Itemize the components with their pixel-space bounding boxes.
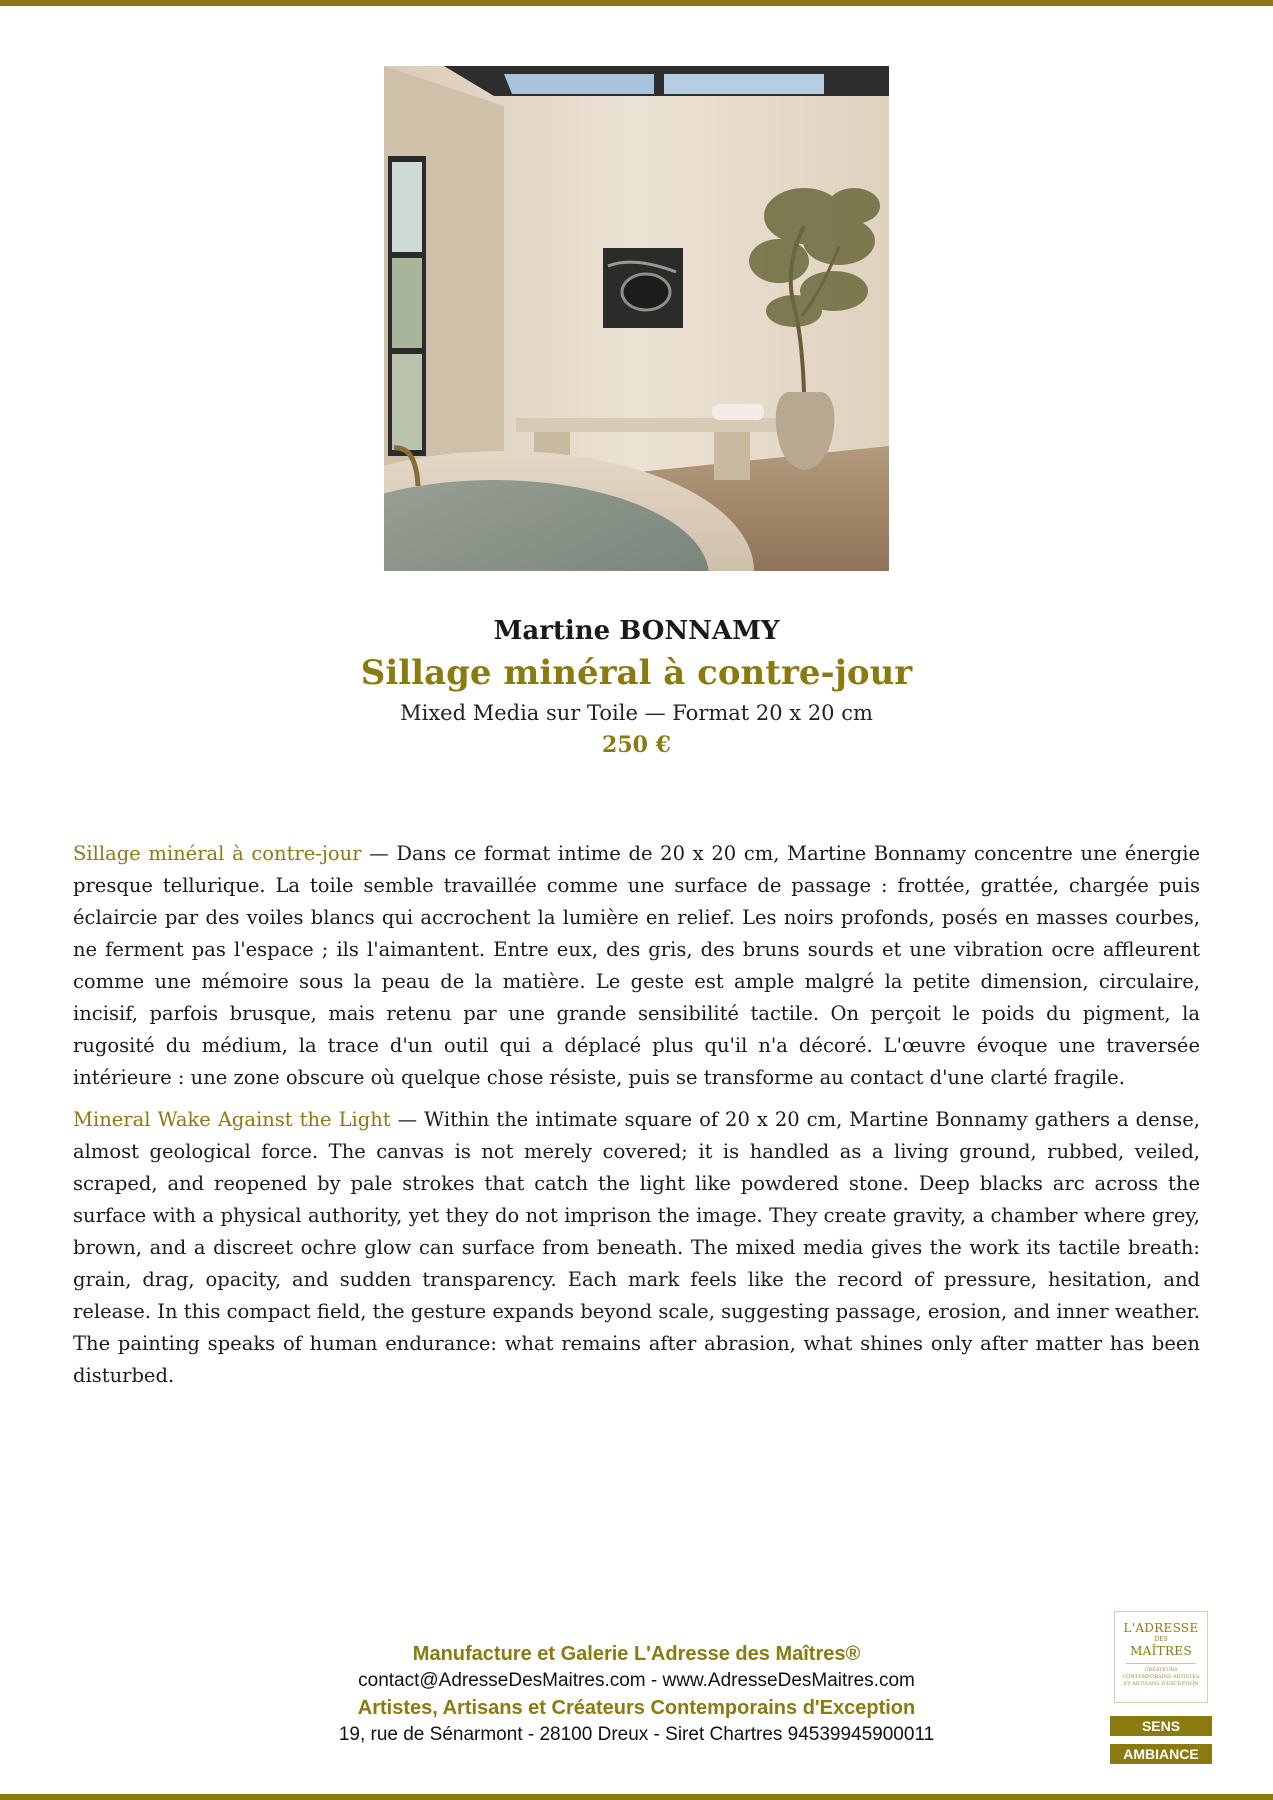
footer-company: Manufacture et Galerie L'Adresse des Maîtres® [412,1643,861,1665]
top-accent-bar [0,0,1273,6]
tag-sens: SENS [1110,1716,1212,1736]
artwork-room-photo [384,66,889,571]
gallery-footer [0,1640,1273,1748]
artwork-description [73,838,1200,1402]
description-english [73,1104,1200,1392]
description-english-lead: Mineral Wake Against the Light [73,1108,391,1131]
artwork-title: Sillage minéral à contre-jour [360,653,913,693]
bottom-accent-bar [0,1794,1273,1800]
logo-line-3: MAÎTRES [1130,1644,1192,1658]
logo-divider [1126,1663,1196,1664]
description-french-lead: Sillage minéral à contre-jour [73,842,362,865]
logo-line-4: CRÉATEURS CONTEMPORAINS ARTISTES ET ARTISANS D'EXCEPTION [1122,1667,1200,1687]
artist-name: Martine BONNAMY [493,616,780,646]
gallery-logo [1114,1611,1208,1703]
description-french [73,838,1200,1094]
artwork-header [0,612,1273,760]
artwork-format: Mixed Media sur Toile — Format 20 x 20 cm [400,701,873,725]
footer-contact: contact@AdresseDesMaitres.com - www.AdresseDesMaitres.com [358,1670,915,1691]
description-french-text: — Dans ce format intime de 20 x 20 cm, Martine Bonnamy concentre une énergie presque tellurique. La toile semble travaillée comme une surface de passage : frottée, grattée, chargée puis éclaircie par des voiles blancs qui accrochent la lumière en relief. Les noirs profonds, posés en masses courbes, ne ferment pas l'espace ; ils l'aimantent. Entre eux, des gris, des bruns sourds et une vibration ocre affleurent comme une mémoire sous la peau de la matière. Le geste est ample malgré la petite dimension, circulaire, incisif, parfois brusque, mais retenu par une grande sensibilité tactile. On perçoit le poids du pigment, la rugosité du médium, la trace d'un outil qui a déplacé plus qu'il n'a décoré. L'œuvre évoque une traversée intérieure : une zone obscure où quelque chose résiste, puis se transforme au contact d'une clarté fragile. [73,842,1201,1089]
tag-ambiance: AMBIANCE [1110,1744,1212,1764]
description-english-text: — Within the intimate square of 20 x 20 cm, Martine Bonnamy gathers a dense, almost geological force. The canvas is not merely covered; it is handled as a living ground, rubbed, veiled, scraped, and reopened by pale strokes that catch the light like powdered stone. Deep blacks arc across the surface with a physical authority, yet they do not imprison the image. They create gravity, a chamber where grey, brown, and a discreet ochre glow can surface from beneath. The mixed media gives the work its tactile breath: grain, drag, opacity, and sudden transparency. Each mark feels like the record of pressure, hesitation, and release. In this compact field, the gesture expands beyond scale, suggesting passage, erosion, and inner weather. The painting speaks of human endurance: what remains after abrasion, what shines only after matter has been disturbed. [73,1108,1201,1387]
logo-line-2: DES [1154,1636,1168,1643]
artwork-price: 250 € [602,732,671,758]
footer-address: 19, rue de Sénarmont - 28100 Dreux - Siret Chartres 94539945900011 [338,1724,935,1745]
logo-line-1: L'ADRESSE [1123,1621,1199,1635]
footer-tagline: Artistes, Artisans et Créateurs Contemporains d'Exception [357,1697,916,1719]
